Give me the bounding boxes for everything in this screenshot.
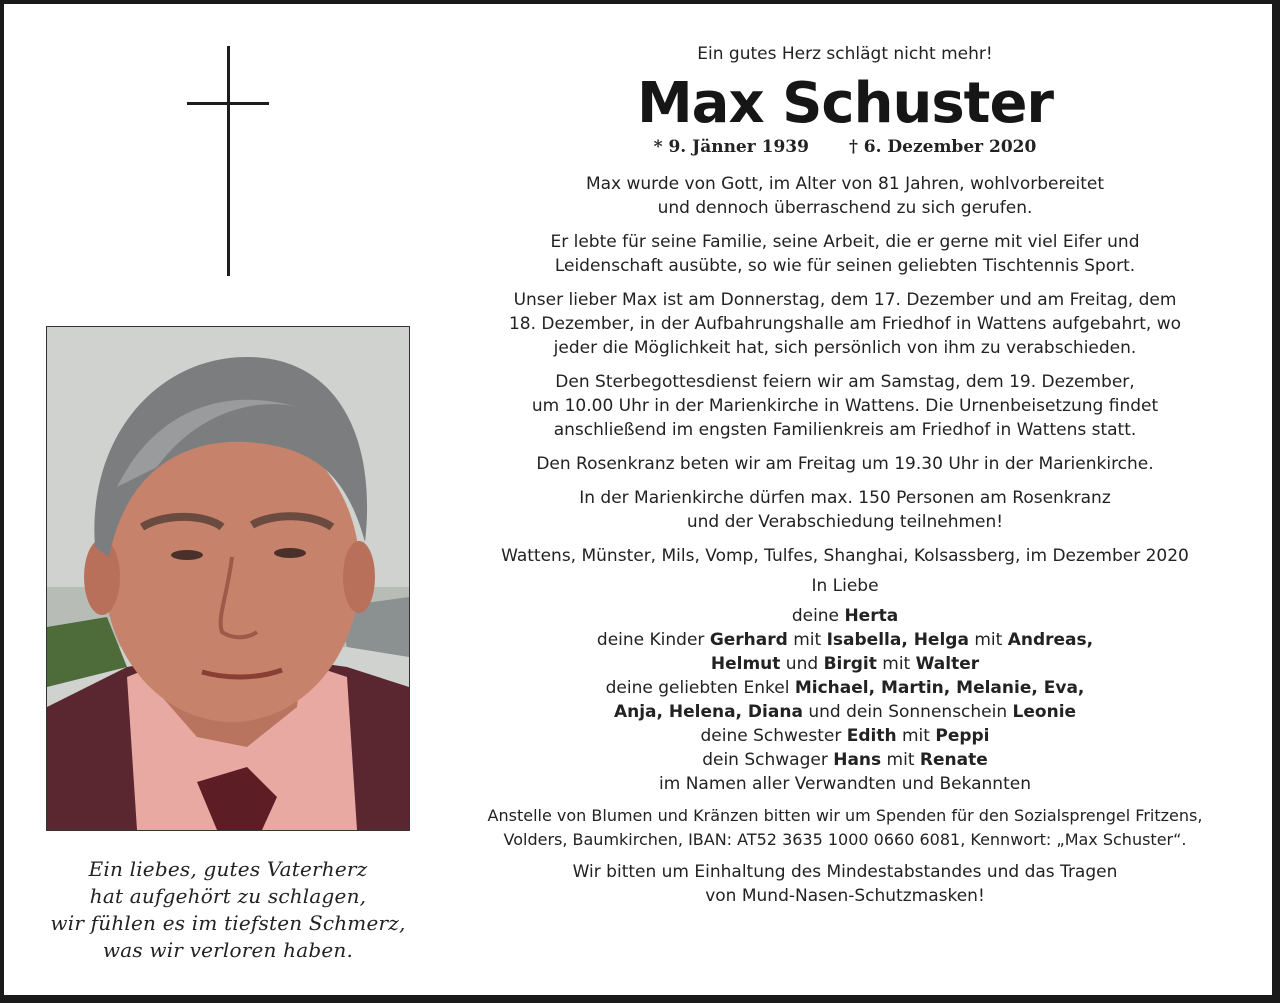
text-line: Unser lieber Max ist am Donnerstag, dem 17. Dezember und am Freitag, dem bbox=[513, 290, 1177, 310]
life-dates bbox=[450, 136, 1240, 158]
cross-icon-vertical bbox=[227, 46, 230, 276]
in-love: In Liebe bbox=[811, 576, 879, 596]
family-line: deine Schwester Edith mit Peppi bbox=[700, 726, 990, 746]
covid-note bbox=[450, 860, 1240, 908]
text-line: um 10.00 Uhr in der Marienkirche in Wattens. Die Urnenbeisetzung findet bbox=[531, 396, 1159, 416]
family-list bbox=[450, 604, 1240, 796]
text-line: Leidenschaft ausübte, so wie für seinen geliebten Tischtennis Sport. bbox=[554, 256, 1136, 276]
obituary-notice bbox=[4, 4, 1272, 995]
quote-line: Ein liebes, gutes Vaterherz bbox=[88, 857, 368, 881]
paragraph-limit bbox=[450, 486, 1240, 534]
text-line: In der Marienkirche dürfen max. 150 Personen am Rosenkranz bbox=[579, 488, 1111, 508]
obituary-text bbox=[450, 42, 1240, 908]
text-line: Max wurde von Gott, im Alter von 81 Jahren, wohlvorbereitet bbox=[585, 174, 1105, 194]
family-line: deine Kinder Gerhard mit Isabella, Helga mit Andreas, bbox=[596, 630, 1094, 650]
family-line: deine Herta bbox=[791, 606, 899, 626]
text-line: Anstelle von Blumen und Kränzen bitten wir um Spenden für den Sozialsprengel Fritzens, bbox=[487, 806, 1203, 825]
paragraph-rosary bbox=[450, 452, 1240, 476]
donation-note bbox=[450, 804, 1240, 852]
quote-line: wir fühlen es im tiefsten Schmerz, bbox=[50, 911, 406, 935]
text-line: Er lebte für seine Familie, seine Arbeit, die er gerne mit viel Eifer und bbox=[550, 232, 1140, 252]
place-date: Wattens, Münster, Mils, Vomp, Tulfes, Shanghai, Kolsassberg, im Dezember 2020 bbox=[501, 546, 1189, 566]
text-line: anschließend im engsten Familienkreis am Friedhof in Wattens statt. bbox=[553, 420, 1137, 440]
birth-date: * 9. Jänner 1939 bbox=[653, 137, 809, 157]
paragraph-service bbox=[450, 370, 1240, 442]
death-date: † 6. Dezember 2020 bbox=[848, 137, 1037, 157]
family-line: dein Schwager Hans mit Renate bbox=[702, 750, 988, 770]
paragraph-called bbox=[450, 172, 1240, 220]
text-line: Den Sterbegottesdienst feiern wir am Samstag, dem 19. Dezember, bbox=[555, 372, 1135, 392]
family-line: im Namen aller Verwandten und Bekannten bbox=[659, 774, 1031, 794]
motto: Ein gutes Herz schlägt nicht mehr! bbox=[697, 44, 993, 64]
text-line: Volders, Baumkirchen, IBAN: AT52 3635 1000 0660 6081, Kennwort: „Max Schuster“. bbox=[503, 830, 1187, 849]
quote-line: was wir verloren haben. bbox=[102, 938, 354, 962]
text-line: 18. Dezember, in der Aufbahrungshalle am Friedhof in Wattens aufgebahrt, wo bbox=[508, 314, 1182, 334]
quote-line: hat aufgehört zu schlagen, bbox=[89, 884, 367, 908]
text-line: und der Verabschiedung teilnehmen! bbox=[686, 512, 1004, 532]
text-line: Wir bitten um Einhaltung des Mindestabstandes und das Tragen bbox=[572, 862, 1118, 882]
text-line: und dennoch überraschend zu sich gerufen. bbox=[657, 198, 1033, 218]
deceased-name: Max Schuster bbox=[636, 71, 1054, 136]
family-line: Helmut und Birgit mit Walter bbox=[710, 654, 980, 674]
portrait-photo bbox=[46, 326, 410, 831]
text-line: von Mund-Nasen-Schutzmasken! bbox=[705, 886, 985, 906]
paragraph-life bbox=[450, 230, 1240, 278]
text-line: jeder die Möglichkeit hat, sich persönlich von ihm zu verabschieden. bbox=[553, 338, 1137, 358]
family-line: Anja, Helena, Diana und dein Sonnenschein Leonie bbox=[613, 702, 1077, 722]
cross-icon-horizontal bbox=[187, 102, 269, 105]
family-line: deine geliebten Enkel Michael, Martin, Melanie, Eva, bbox=[605, 678, 1085, 698]
memorial-quote bbox=[32, 856, 424, 964]
text-line: Den Rosenkranz beten wir am Freitag um 19.30 Uhr in der Marienkirche. bbox=[536, 454, 1154, 474]
paragraph-viewing bbox=[450, 288, 1240, 360]
